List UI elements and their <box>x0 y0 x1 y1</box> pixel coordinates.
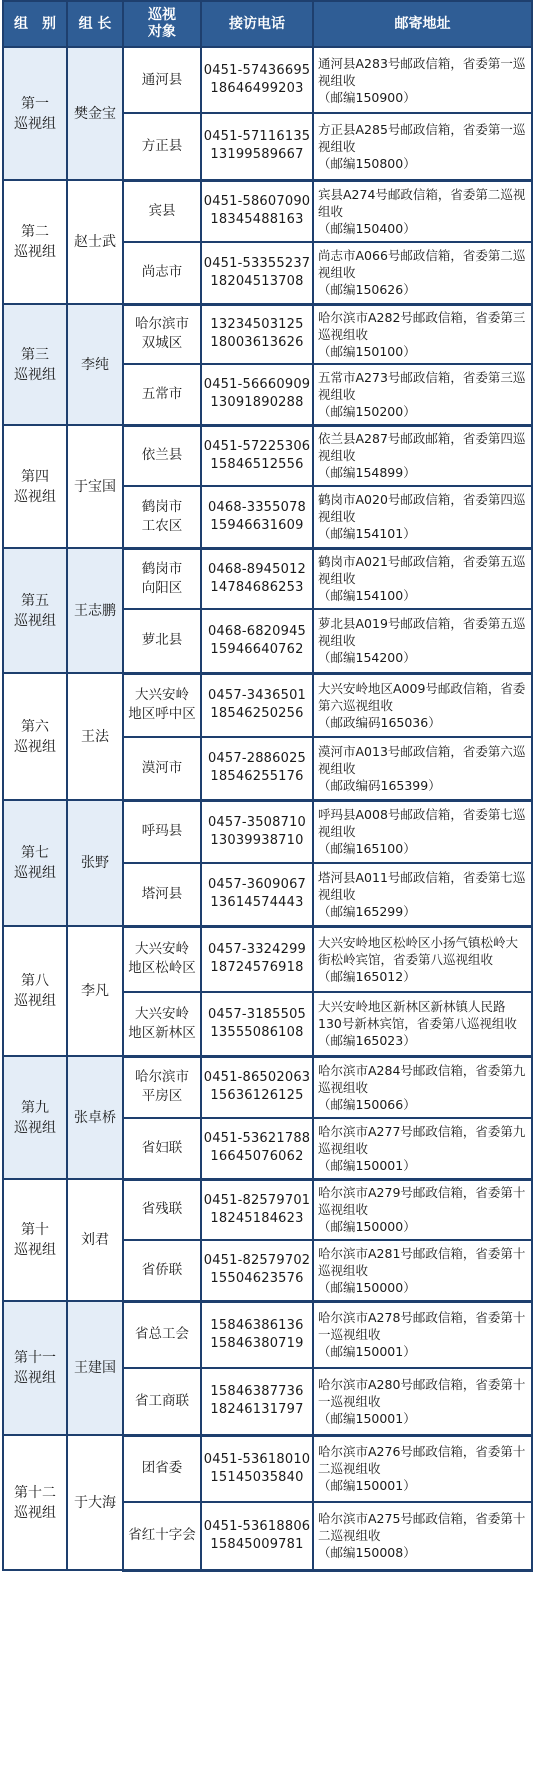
phone-cell: 13234503125 18003613626 <box>201 304 313 364</box>
phone-cell: 0457-2886025 18546255176 <box>201 737 313 800</box>
header-address: 邮寄地址 <box>313 1 532 47</box>
group-leader-cell: 王志鹏 <box>67 548 123 673</box>
table-row <box>3 1435 532 1502</box>
header-group: 组 别 <box>3 1 67 47</box>
group-name-cell: 第八 巡视组 <box>3 926 67 1056</box>
phone-cell: 0451-53621788 16645076062 <box>201 1118 313 1179</box>
group-name-cell: 第六 巡视组 <box>3 673 67 800</box>
phone-cell: 0457-3609067 13614574443 <box>201 863 313 926</box>
inspection-target-cell: 萝北县 <box>123 609 201 673</box>
group-leader-cell: 刘君 <box>67 1179 123 1301</box>
phone-cell: 0457-3185505 13555086108 <box>201 992 313 1056</box>
inspection-target-cell: 省红十字会 <box>123 1502 201 1570</box>
inspection-target-cell: 鹤岗市 工农区 <box>123 486 201 548</box>
inspection-target-cell: 省侨联 <box>123 1240 201 1301</box>
address-cell: 大兴安岭地区松岭区小扬气镇松岭大街松岭宾馆，省委第八巡视组收 （邮编165012） <box>313 926 532 992</box>
inspection-target-cell: 方正县 <box>123 113 201 180</box>
group-name-cell: 第一 巡视组 <box>3 47 67 180</box>
table-row <box>3 425 532 486</box>
inspection-target-cell: 哈尔滨市 双城区 <box>123 304 201 364</box>
address-cell: 鹤岗市A021号邮政信箱，省委第五巡视组收 （邮编154100） <box>313 548 532 609</box>
group-name-cell: 第五 巡视组 <box>3 548 67 673</box>
address-cell: 哈尔滨市A284号邮政信箱，省委第九巡视组收 （邮编150066） <box>313 1056 532 1118</box>
inspection-target-cell: 省工商联 <box>123 1368 201 1435</box>
table-row <box>3 1056 532 1118</box>
phone-cell: 0451-58607090 18345488163 <box>201 180 313 242</box>
phone-cell: 0451-57436695 18646499203 <box>201 47 313 113</box>
phone-cell: 0468-6820945 15946640762 <box>201 609 313 673</box>
phone-cell: 15846386136 15846380719 <box>201 1301 313 1368</box>
address-cell: 塔河县A011号邮政信箱，省委第七巡视组收 （邮编165299） <box>313 863 532 926</box>
header-phone: 接访电话 <box>201 1 313 47</box>
table-body <box>3 47 532 1570</box>
address-cell: 哈尔滨市A279号邮政信箱，省委第十巡视组收 （邮编150000） <box>313 1179 532 1240</box>
header-target: 巡视 对象 <box>123 1 201 47</box>
phone-cell: 0451-82579701 18245184623 <box>201 1179 313 1240</box>
group-leader-cell: 李凡 <box>67 926 123 1056</box>
group-name-cell: 第四 巡视组 <box>3 425 67 548</box>
inspection-target-cell: 五常市 <box>123 364 201 425</box>
phone-cell: 0451-82579702 15504623576 <box>201 1240 313 1301</box>
address-cell: 哈尔滨市A281号邮政信箱，省委第十巡视组收 （邮编150000） <box>313 1240 532 1301</box>
address-cell: 漠河市A013号邮政信箱，省委第六巡视组收 （邮政编码165399） <box>313 737 532 800</box>
inspection-target-cell: 塔河县 <box>123 863 201 926</box>
table-header-row <box>3 1 532 47</box>
group-leader-cell: 于大海 <box>67 1435 123 1570</box>
address-cell: 通河县A283号邮政信箱，省委第一巡视组收 （邮编150900） <box>313 47 532 113</box>
phone-cell: 0468-3355078 15946631609 <box>201 486 313 548</box>
inspection-target-cell: 省残联 <box>123 1179 201 1240</box>
phone-cell: 0451-53618010 15145035840 <box>201 1435 313 1502</box>
group-name-cell: 第十二 巡视组 <box>3 1435 67 1570</box>
group-leader-cell: 张野 <box>67 800 123 926</box>
group-leader-cell: 张卓桥 <box>67 1056 123 1179</box>
phone-cell: 0451-53355237 18204513708 <box>201 242 313 304</box>
inspection-contact-table <box>2 0 533 1572</box>
group-leader-cell: 李纯 <box>67 304 123 425</box>
phone-cell: 0451-86502063 15636126125 <box>201 1056 313 1118</box>
phone-cell: 15846387736 18246131797 <box>201 1368 313 1435</box>
address-cell: 大兴安岭地区A009号邮政信箱，省委第六巡视组收 （邮政编码165036） <box>313 673 532 737</box>
inspection-target-cell: 省总工会 <box>123 1301 201 1368</box>
address-cell: 方正县A285号邮政信箱，省委第一巡视组收 （邮编150800） <box>313 113 532 180</box>
group-leader-cell: 王法 <box>67 673 123 800</box>
phone-cell: 0451-53618806 15845009781 <box>201 1502 313 1570</box>
table-row <box>3 180 532 242</box>
address-cell: 呼玛县A008号邮政信箱，省委第七巡视组收 （邮编165100） <box>313 800 532 863</box>
table-row <box>3 304 532 364</box>
table-row <box>3 926 532 992</box>
inspection-target-cell: 哈尔滨市 平房区 <box>123 1056 201 1118</box>
phone-cell: 0457-3508710 13039938710 <box>201 800 313 863</box>
phone-cell: 0451-57225306 15846512556 <box>201 425 313 486</box>
address-cell: 依兰县A287号邮政邮箱，省委第四巡视组收 （邮编154899） <box>313 425 532 486</box>
group-leader-cell: 于宝国 <box>67 425 123 548</box>
header-leader: 组 长 <box>67 1 123 47</box>
address-cell: 哈尔滨市A278号邮政信箱，省委第十一巡视组收 （邮编150001） <box>313 1301 532 1368</box>
inspection-target-cell: 大兴安岭 地区呼中区 <box>123 673 201 737</box>
address-cell: 宾县A274号邮政信箱，省委第二巡视组收 （邮编150400） <box>313 180 532 242</box>
table-row <box>3 548 532 609</box>
table-row <box>3 673 532 737</box>
inspection-target-cell: 尚志市 <box>123 242 201 304</box>
group-name-cell: 第十一 巡视组 <box>3 1301 67 1435</box>
address-cell: 哈尔滨市A277号邮政信箱，省委第九巡视组收 （邮编150001） <box>313 1118 532 1179</box>
inspection-target-cell: 团省委 <box>123 1435 201 1502</box>
address-cell: 尚志市A066号邮政信箱，省委第二巡视组收 （邮编150626） <box>313 242 532 304</box>
phone-cell: 0451-57116135 13199589667 <box>201 113 313 180</box>
inspection-target-cell: 省妇联 <box>123 1118 201 1179</box>
phone-cell: 0451-56660909 13091890288 <box>201 364 313 425</box>
group-leader-cell: 樊金宝 <box>67 47 123 180</box>
address-cell: 哈尔滨市A282号邮政信箱，省委第三巡视组收 （邮编150100） <box>313 304 532 364</box>
table-row <box>3 1301 532 1368</box>
address-cell: 哈尔滨市A280号邮政信箱，省委第十一巡视组收 （邮编150001） <box>313 1368 532 1435</box>
phone-cell: 0457-3436501 18546250256 <box>201 673 313 737</box>
group-name-cell: 第二 巡视组 <box>3 180 67 304</box>
group-leader-cell: 赵士武 <box>67 180 123 304</box>
address-cell: 哈尔滨市A276号邮政信箱，省委第十二巡视组收 （邮编150001） <box>313 1435 532 1502</box>
address-cell: 萝北县A019号邮政信箱，省委第五巡视组收 （邮编154200） <box>313 609 532 673</box>
inspection-target-cell: 大兴安岭 地区松岭区 <box>123 926 201 992</box>
address-cell: 鹤岗市A020号邮政信箱，省委第四巡视组收 （邮编154101） <box>313 486 532 548</box>
inspection-target-cell: 大兴安岭 地区新林区 <box>123 992 201 1056</box>
inspection-target-cell: 宾县 <box>123 180 201 242</box>
group-name-cell: 第三 巡视组 <box>3 304 67 425</box>
group-name-cell: 第九 巡视组 <box>3 1056 67 1179</box>
table-row <box>3 800 532 863</box>
phone-cell: 0457-3324299 18724576918 <box>201 926 313 992</box>
inspection-target-cell: 鹤岗市 向阳区 <box>123 548 201 609</box>
table-row <box>3 47 532 113</box>
phone-cell: 0468-8945012 14784686253 <box>201 548 313 609</box>
address-cell: 哈尔滨市A275号邮政信箱，省委第十二巡视组收 （邮编150008） <box>313 1502 532 1570</box>
table-row <box>3 1179 532 1240</box>
group-name-cell: 第七 巡视组 <box>3 800 67 926</box>
inspection-target-cell: 漠河市 <box>123 737 201 800</box>
inspection-target-cell: 呼玛县 <box>123 800 201 863</box>
address-cell: 大兴安岭地区新林区新林镇人民路130号新林宾馆，省委第八巡视组收 （邮编165023） <box>313 992 532 1056</box>
address-cell: 五常市A273号邮政信箱，省委第三巡视组收 （邮编150200） <box>313 364 532 425</box>
group-name-cell: 第十 巡视组 <box>3 1179 67 1301</box>
inspection-target-cell: 依兰县 <box>123 425 201 486</box>
group-leader-cell: 王建国 <box>67 1301 123 1435</box>
inspection-target-cell: 通河县 <box>123 47 201 113</box>
